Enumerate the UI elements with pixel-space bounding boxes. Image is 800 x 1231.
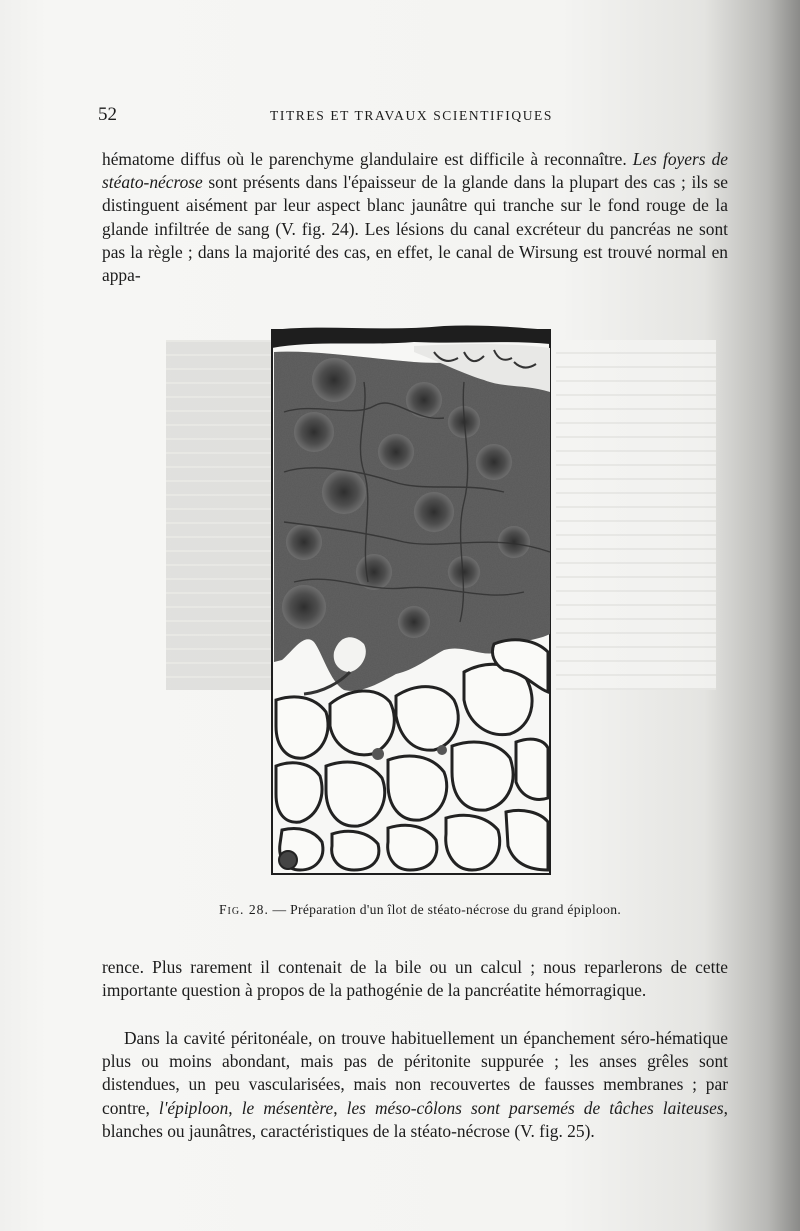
paragraph-3-italic-2: le mésentère bbox=[241, 1097, 334, 1118]
paragraph-3-part-1: Dans la cavité péritonéale, on trouve habituellement un épanchement séro-hématique plus ou moins abondant, mais pas de péritonite suppurée ; les anses grêles sont distendues, un peu vascularisées, mais non recouvertes de fausses membranes ; par contre, bbox=[102, 1028, 728, 1118]
figure-label: Fig. 28. bbox=[218, 902, 269, 917]
paragraph-3-part-end: , blanches ou jaunâtres, caractéristiques de la stéato-nécrose (V. fig. 25). bbox=[102, 1097, 728, 1141]
histology-figure bbox=[164, 322, 724, 882]
paragraph-3-sep-2: , bbox=[333, 1097, 347, 1118]
paragraph-2: rence. Plus rarement il contenait de la bile ou un calcul ; nous reparlerons de cette importante question à propos de la pathogénie de la pancréatite hémorragique. bbox=[102, 957, 728, 1001]
figure-caption-text: — Préparation d'un îlot de stéato-nécrose du grand épiploon. bbox=[268, 902, 622, 917]
running-title: TITRES ET TRAVAUX SCIENTIFIQUES bbox=[270, 108, 553, 123]
paragraph-1-sentence-1: hématome diffus où le parenchyme glandulaire est difficile à reconnaître. bbox=[102, 149, 627, 169]
page-number: 52 bbox=[98, 104, 117, 125]
paragraph-3-italic-1: l'épiploon bbox=[158, 1097, 229, 1118]
paragraph-1-italic-term: Les foyers de stéato-nécrose bbox=[102, 149, 728, 193]
figure-caption bbox=[160, 902, 680, 918]
paragraph-3-italic-3: les méso-côlons sont parsemés de tâches laiteuses bbox=[346, 1097, 724, 1118]
paragraph-1 bbox=[102, 148, 728, 287]
paragraph-1-rest: sont présents dans l'épaisseur de la glande dans la plupart des cas ; ils se distinguent aisément par leur aspect blanc jaunâtre qui tranche sur le fond rouge de la glande infiltrée de sang (V. fig. 24). Les lésions du canal excréteur du pancréas ne sont pas la règle ; dans la majorité des cas, en effet, le canal de Wirsung est trouvé normal en appa- bbox=[102, 172, 728, 286]
paragraph-3-sep-1: , bbox=[228, 1097, 242, 1118]
page-header bbox=[98, 104, 698, 130]
paragraph-3 bbox=[102, 1027, 728, 1143]
